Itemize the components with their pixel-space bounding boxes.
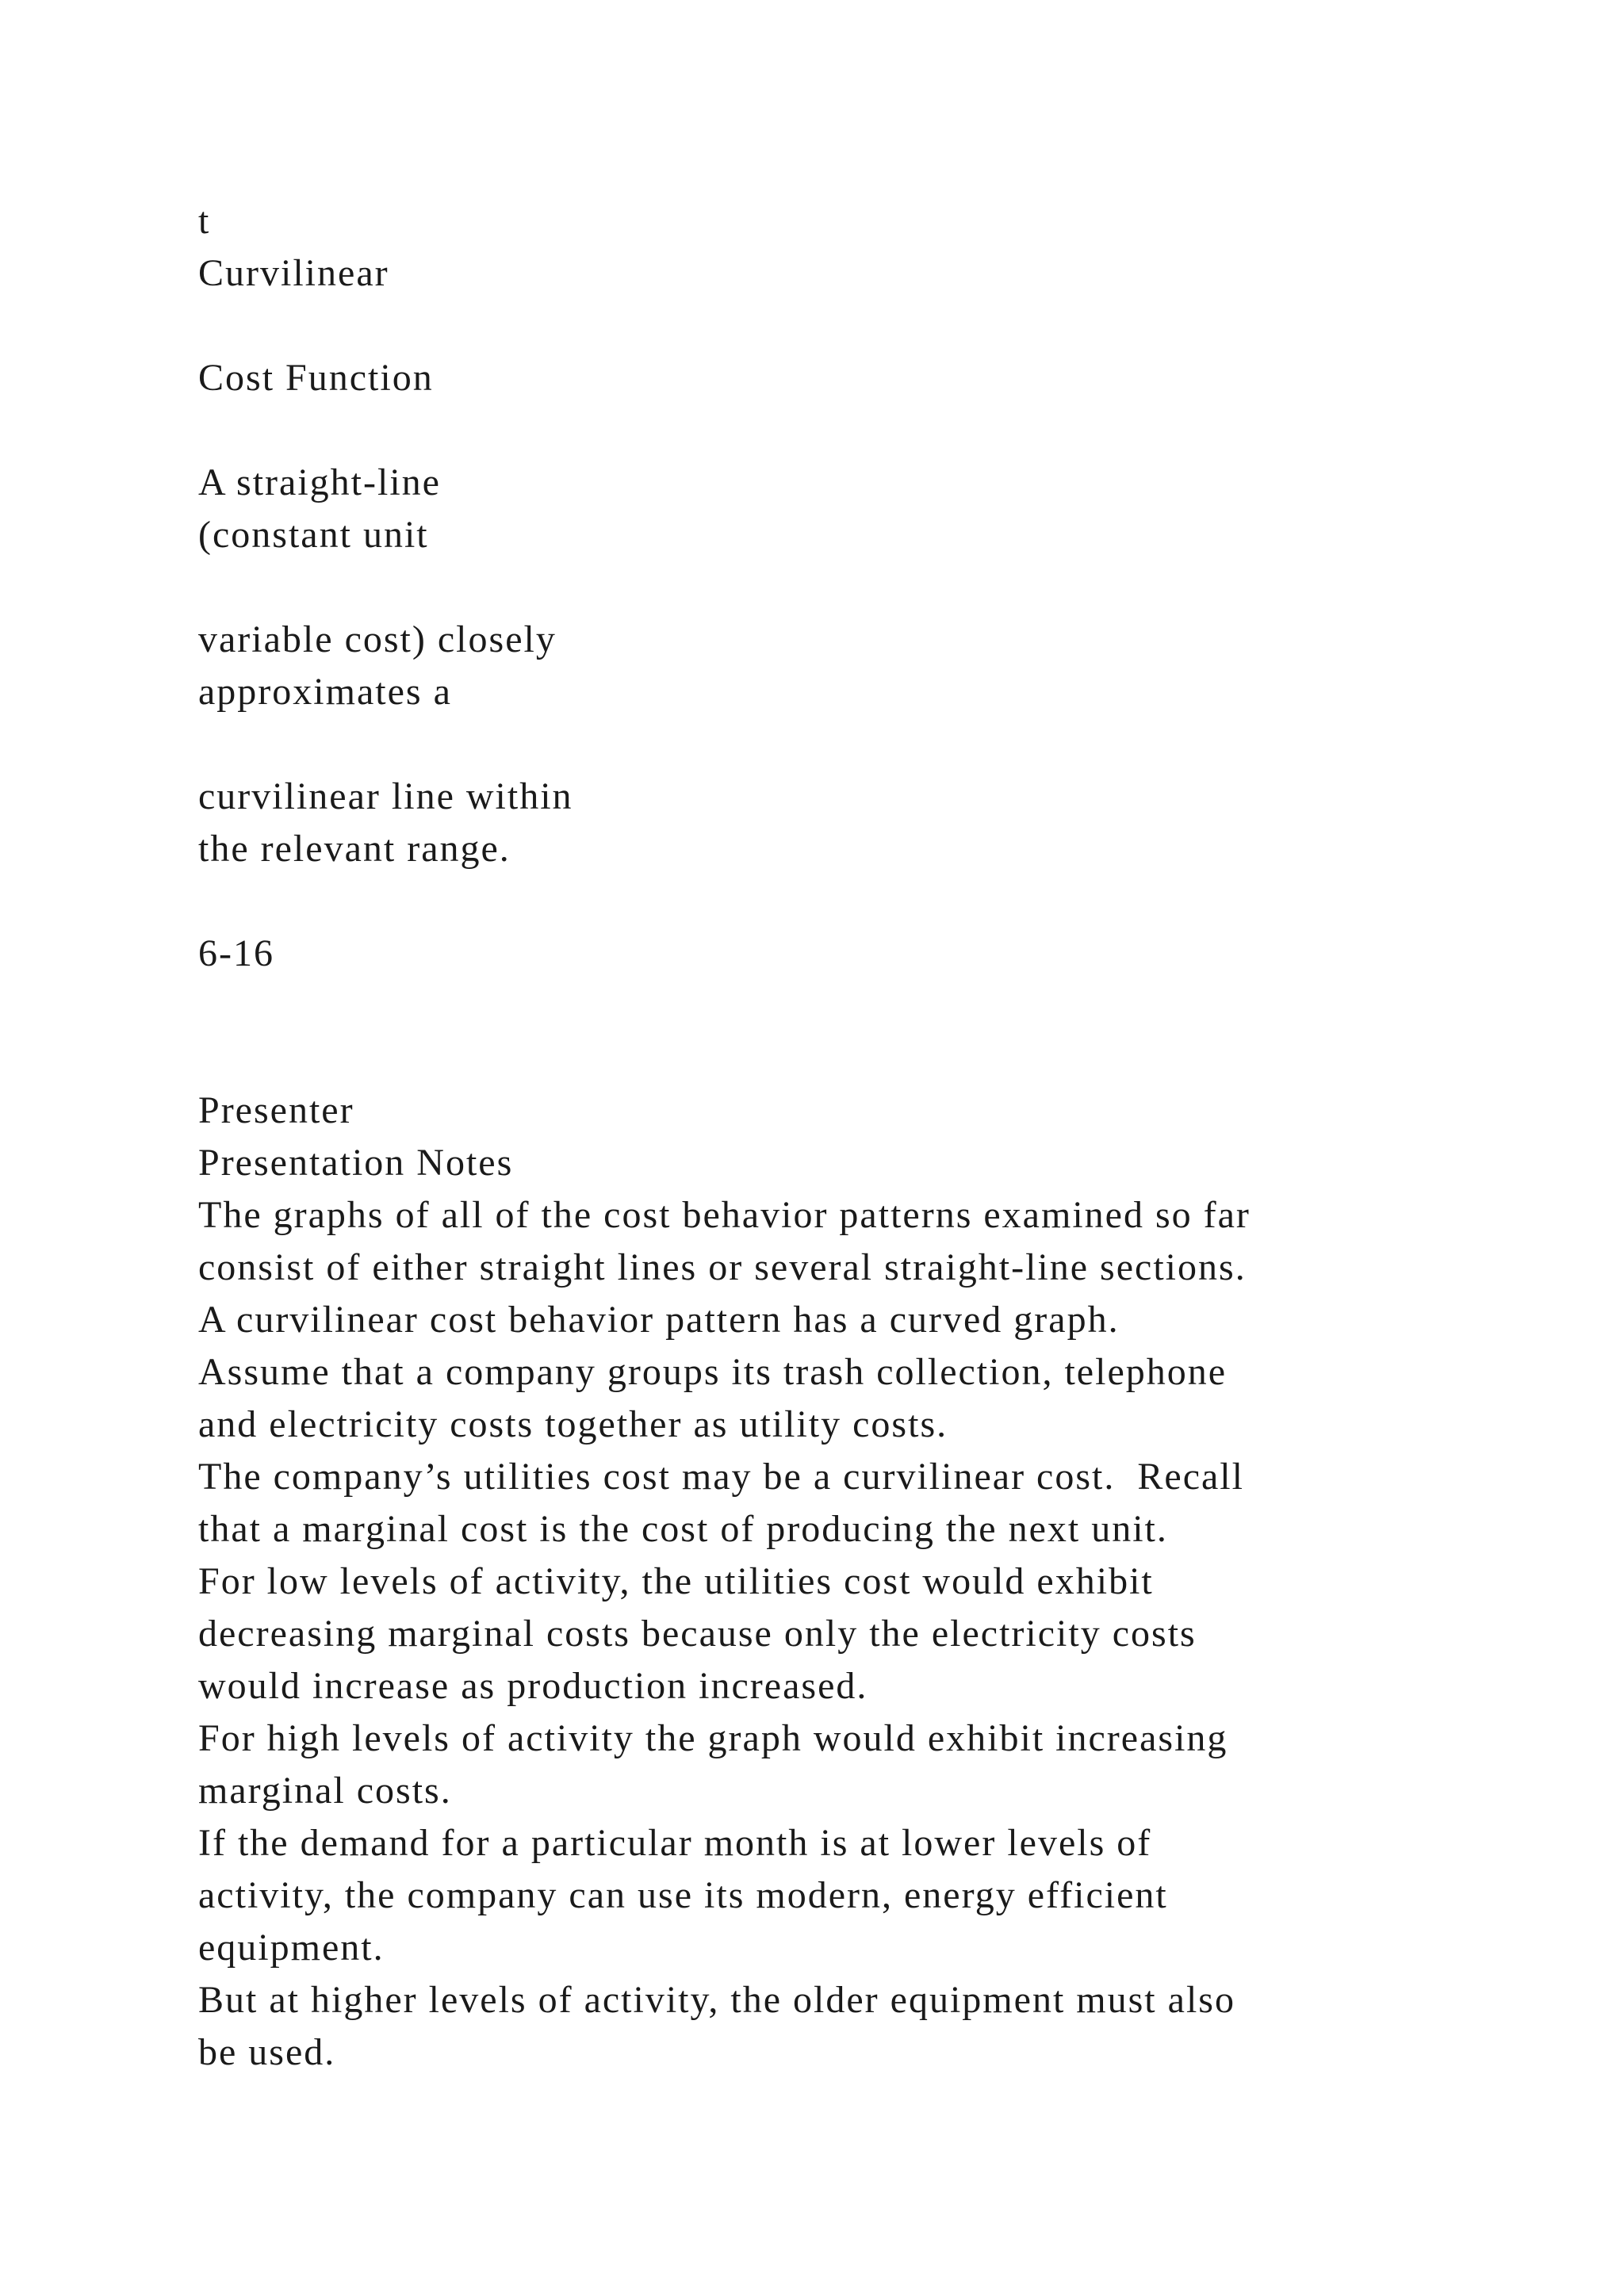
notes-line: A curvilinear cost behavior pattern has a curved graph. [198,1299,1120,1341]
slide-body-line: (constant unit [198,514,429,556]
blank-line [198,300,1546,352]
notes-line: marginal costs. [198,1770,452,1812]
blank-line [198,718,1546,771]
slide-text [198,195,1546,980]
notes-line: The graphs of all of the cost behavior patterns examined so far [198,1194,1251,1236]
presenter-label: Presenter [198,1089,354,1131]
document-page [198,195,1546,2079]
notes-line: would increase as production increased. [198,1665,868,1707]
notes-line: The company’s utilities cost may be a curvilinear cost. Recall [198,1456,1244,1498]
notes-line: If the demand for a particular month is at lower levels of [198,1822,1152,1864]
slide-number: 6-16 [198,932,274,974]
section-spacer [198,980,1546,1085]
slide-title-line-1: Curvilinear [198,252,389,294]
slide-line: t [198,200,211,242]
notes-line: For high levels of activity the graph would exhibit increasing [198,1717,1228,1759]
notes-line: and electricity costs together as utility costs. [198,1403,948,1445]
notes-line: that a marginal cost is the cost of producing the next unit. [198,1508,1168,1550]
blank-line [198,875,1546,928]
slide-body-line: variable cost) closely [198,618,557,660]
slide-body-line: approximates a [198,671,452,713]
blank-line [198,561,1546,614]
notes-line: decreasing marginal costs because only the electricity costs [198,1613,1197,1655]
slide-body-line: A straight-line [198,461,441,503]
slide-body-line: curvilinear line within [198,775,573,817]
notes-line: be used. [198,2031,336,2073]
blank-line [198,404,1546,457]
presenter-notes [198,1085,1546,2079]
notes-heading: Presentation Notes [198,1142,514,1184]
slide-body-line: the relevant range. [198,828,511,870]
notes-line: Assume that a company groups its trash collection, telephone [198,1351,1228,1393]
notes-line: But at higher levels of activity, the older equipment must also [198,1979,1235,2021]
notes-line: activity, the company can use its modern, energy efficient [198,1874,1168,1916]
slide-title-line-2: Cost Function [198,357,434,399]
notes-line: equipment. [198,1927,385,1969]
notes-line: consist of either straight lines or several straight-line sections. [198,1246,1247,1288]
notes-line: For low levels of activity, the utilities cost would exhibit [198,1560,1154,1602]
